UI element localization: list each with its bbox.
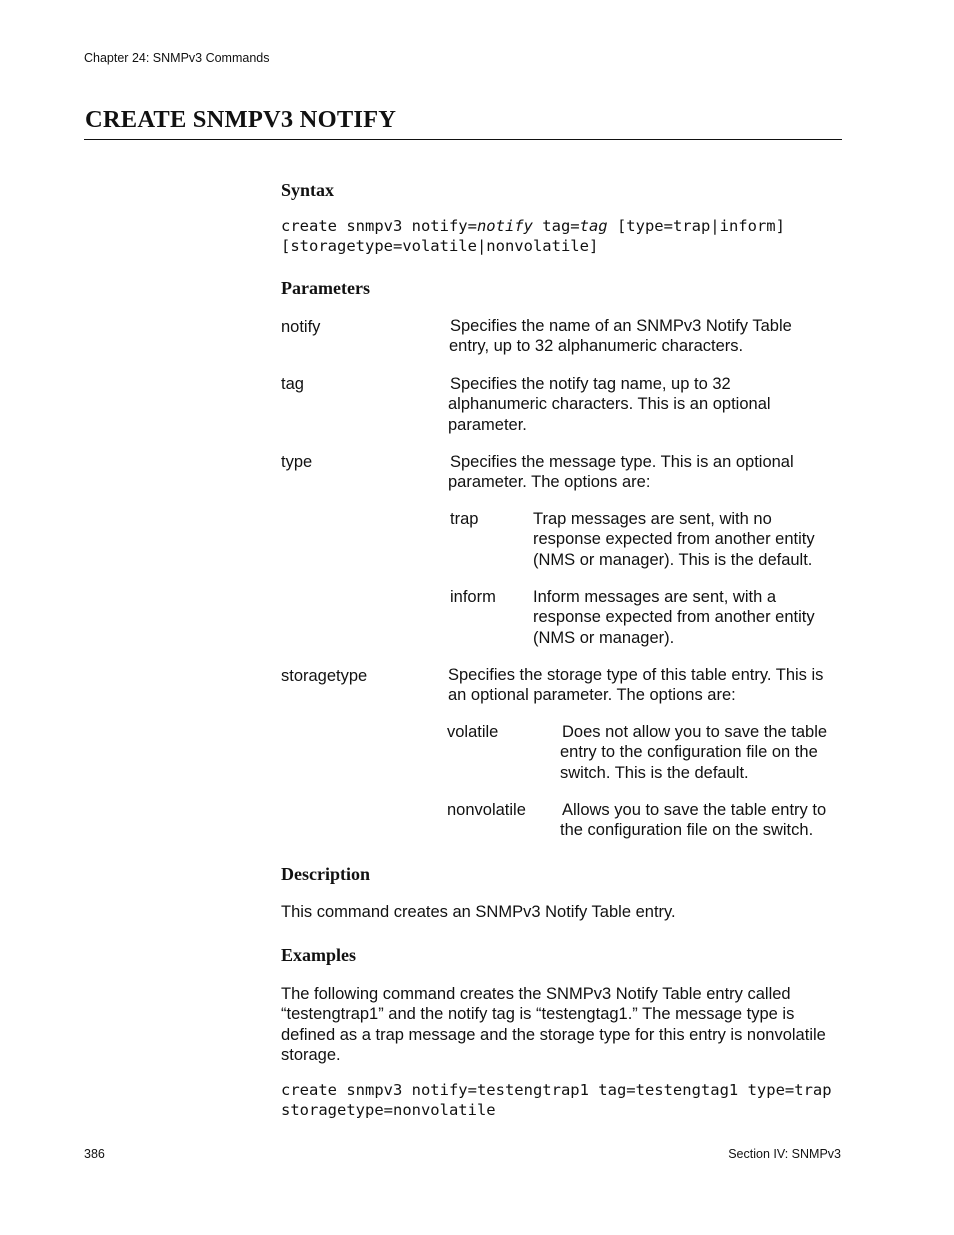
running-header: Chapter 24: SNMPv3 Commands: [84, 51, 270, 65]
description-heading: Description: [281, 864, 370, 884]
title-rule: [84, 139, 842, 140]
param-notify-name: notify: [281, 318, 321, 336]
option-nonvolatile-desc: Allows you to save the table entry to the configuration file on the switch.: [560, 801, 827, 840]
param-tag-desc: Specifies the notify tag name, up to 32 alphanumeric characters. This is an optional parameter.: [448, 375, 771, 434]
param-type-name: type: [281, 453, 313, 471]
page-number: 386: [84, 1147, 105, 1161]
description-text: This command creates an SNMPv3 Notify Table entry.: [281, 903, 676, 921]
param-tag-name: tag: [281, 375, 304, 393]
option-inform-desc: Inform messages are sent, with a response expected from another entity (NMS or manager).: [533, 588, 815, 647]
examples-heading: Examples: [281, 945, 357, 965]
page-title: CREATE SNMPV3 NOTIFY: [85, 106, 397, 133]
param-storagetype-name: storagetype: [281, 667, 368, 685]
param-type-desc: Specifies the message type. This is an optional parameter. The options are:: [448, 453, 794, 492]
syntax-line-1: create snmpv3 notify=notify tag=tag [type=trap|inform]: [281, 217, 785, 235]
example-code: create snmpv3 notify=testengtrap1 tag=testengtag1 type=trap storagetype=nonvolatile: [281, 1081, 832, 1119]
option-volatile-name: volatile: [447, 723, 499, 741]
option-nonvolatile-name: nonvolatile: [447, 801, 526, 819]
option-volatile-desc: Does not allow you to save the table entry to the configuration file on the switch. This is the default.: [560, 723, 828, 782]
syntax-code: [281, 217, 785, 256]
option-inform-name: inform: [450, 588, 496, 606]
parameters-heading: Parameters: [281, 278, 370, 298]
syntax-line-2: [storagetype=volatile|nonvolatile]: [281, 236, 599, 255]
option-trap-name: trap: [450, 510, 479, 528]
param-storagetype-desc: Specifies the storage type of this table entry. This is an optional parameter. The options are:: [448, 666, 824, 705]
syntax-heading: Syntax: [281, 180, 335, 200]
footer-section: Section IV: SNMPv3: [728, 1147, 841, 1161]
param-notify-desc: Specifies the name of an SNMPv3 Notify Table entry, up to 32 alphanumeric characters.: [449, 317, 792, 356]
option-trap-desc: Trap messages are sent, with no response expected from another entity (NMS or manager). This is the default.: [533, 510, 815, 569]
examples-text: The following command creates the SNMPv3 Notify Table entry called “testengtrap1” and the notify tag is “testengtag1.” The message type is defined as a trap message and the storage type for this entry is nonvolatile storage.: [281, 985, 826, 1064]
